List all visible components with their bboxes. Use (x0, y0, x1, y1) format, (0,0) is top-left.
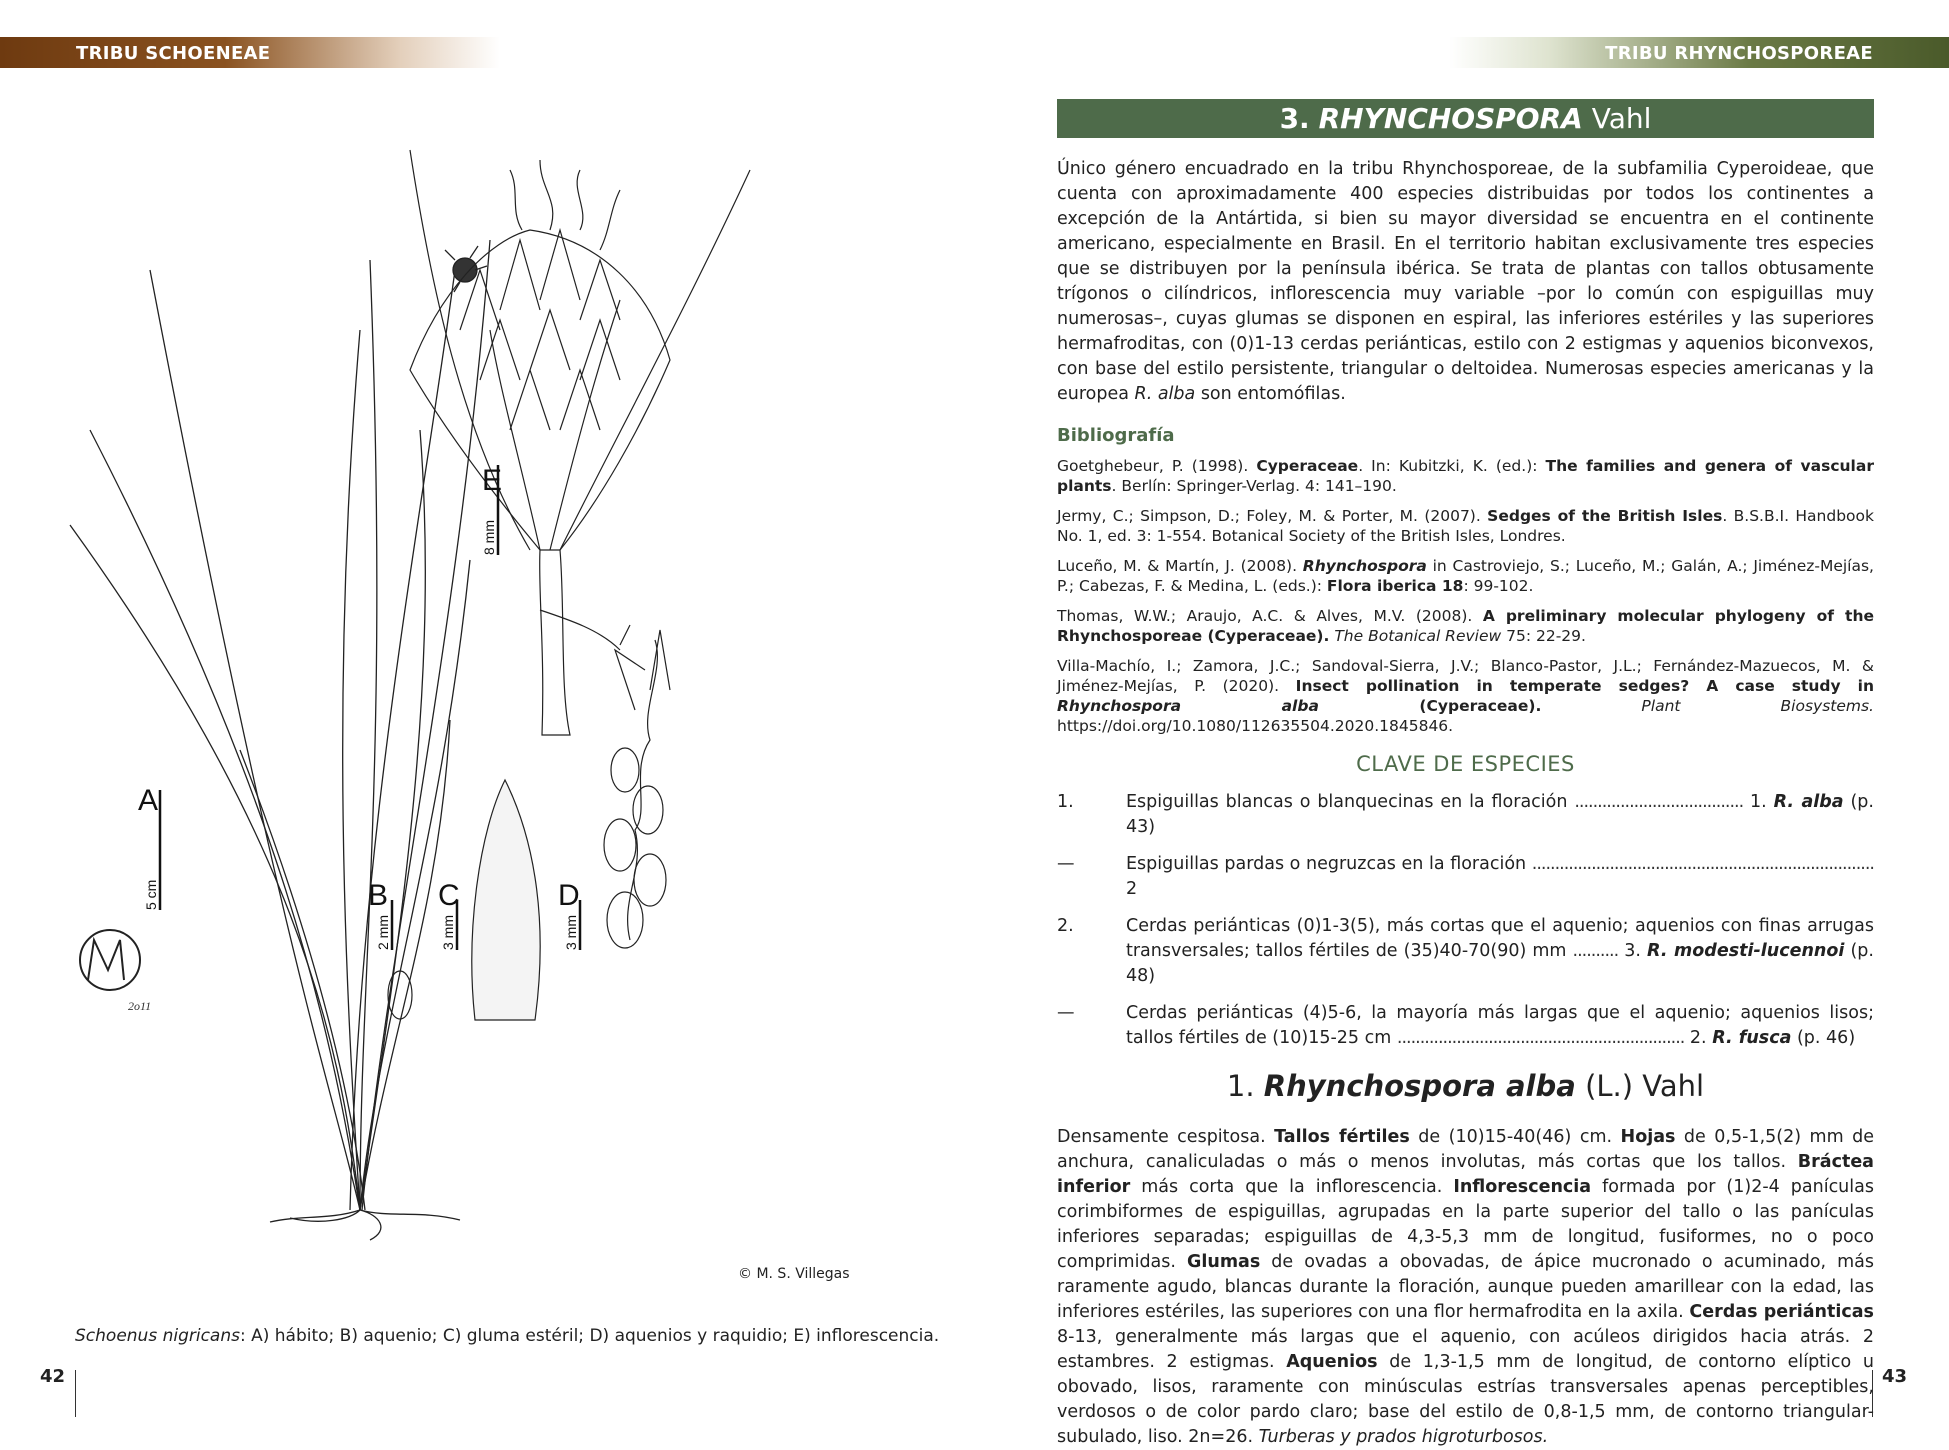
genus-name: RHYNCHOSPORA (1318, 102, 1583, 135)
left-margin-rule (75, 1370, 76, 1417)
caption-text: : A) hábito; B) aquenio; C) gluma estéril; D) aquenios y raquidio; E) inflorescencia. (239, 1326, 940, 1346)
achene-drawing (388, 971, 412, 1019)
species-number: 1. (1226, 1069, 1255, 1103)
species-heading (1057, 1069, 1874, 1103)
scale-label-c: 3 mm (440, 915, 456, 950)
left-running-header (0, 37, 500, 68)
page-number-left: 42 (40, 1366, 66, 1387)
species-name: Rhynchospora alba (1263, 1069, 1576, 1103)
right-page-content (1057, 99, 1874, 1450)
bibliography-heading: Bibliografía (1057, 425, 1175, 446)
genus-author: Vahl (1591, 102, 1652, 135)
key-couplet: 2. Cerdas periánticas (0)1-3(5), más cortas que el aquenio; aquenios con finas arrugas transversales; tallos fértiles de (35)40-70(90) mm .......... 3. R. modesti-lucennoi (p. 48) (1057, 916, 1874, 986)
key-couplet: — Espiguillas pardas o negruzcas en la floración ........................................................................... 2 (1057, 854, 1874, 899)
genus-title-bar (1057, 99, 1874, 138)
scale-label-b: 2 mm (375, 915, 391, 950)
bibliography-entry: Luceño, M. & Martín, J. (2008). Rhynchospora in Castroviejo, S.; Luceño, M.; Galán, A.; Jiménez-Mejías, P.; Cabezas, F. & Medina, L. (eds.): Flora iberica 18: 99-102. (1057, 557, 1874, 595)
right-running-header (1449, 37, 1949, 68)
figure-caption (75, 1326, 939, 1346)
scale-label-a: 5 cm (143, 879, 159, 910)
illustration-copyright: © M. S. Villegas (738, 1266, 850, 1282)
key-couplet: — Cerdas periánticas (4)5-6, la mayoría más largas que el aquenio; aquenios lisos; tallos fértiles de (10)15-25 cm ............................................................... 2. R. fusca (p. 46) (1057, 1003, 1874, 1048)
species-description: Densamente cespitosa. Tallos fértiles de (10)15-40(46) cm. Hojas de 0,5-1,5(2) mm de anchura, canaliculadas o más o menos involutas, más cortas que los tallos. Bráctea inferior más corta que la inflorescencia. Inflorescencia formada por (1)2-4 panículas corimbiformes de espiguillas, agrupadas en la parte superior del tallo o las panículas inferiores separadas; espiguillas de 4,3-5,3 mm de longitud, fusiformes, no o poco comprimidas. Glumas de ovadas a obovadas, de ápice mucronado o acuminado, más raramente agudo, blancas durante la floración, aunque pueden amarillear con la edad, las inferiores estériles, las superiores con una flor hermafrodita en la axila. Cerdas periánticas 8-13, generalmente más largas que el aquenio, con acúleos dirigidos hacia atrás. 2 estambres. 2 estigmas. Aquenios de 1,3-1,5 mm de longitud, de contorno elíptico u obovado, lisos, raramente con minúsculas estrías transversales apenas perceptibles, verdosos o de color pardo claro; base del estilo de 0,8-1,5 mm, de contorno triangular-subulado, liso. 2n=26. Turberas y prados higroturbosos. (1057, 1127, 1875, 1447)
species-author: (L.) Vahl (1585, 1069, 1705, 1103)
panel-label-a: A (138, 784, 159, 817)
caption-species: Schoenus nigricans (75, 1326, 240, 1346)
glume-drawing (472, 780, 540, 1020)
illustrator-monogram (80, 930, 140, 990)
scale-label-e: 8 mm (481, 520, 497, 555)
intro-text-end: son entomófilas. (1195, 384, 1346, 404)
panel-label-c: C (438, 879, 460, 912)
monogram-year: 2o11 (128, 999, 152, 1013)
genus-introduction (1057, 157, 1874, 407)
intro-species: R. alba (1134, 384, 1196, 404)
bibliography-entry: Goetghebeur, P. (1998). Cyperaceae. In: Kubitzki, K. (ed.): The families and genera of vascular plants. Berlín: Springer-Verlag. 4: 141–190. (1057, 457, 1874, 495)
panel-label-b: B (368, 879, 389, 912)
bibliography-entry: Villa-Machío, I.; Zamora, J.C.; Sandoval-Sierra, J.V.; Blanco-Pastor, J.L.; Fernández-Mazuecos, M. & Jiménez-Mejías, P. (2020). Insect pollination in temperate sedges? A case study in Rhynchospora alba (Cyperaceae). Plant Biosystems. https://doi.org/10.1080/112635504.2020.1845846. (1057, 657, 1875, 735)
species-key-heading: CLAVE DE ESPECIES (1356, 752, 1575, 776)
bibliography-entry: Thomas, W.W.; Araujo, A.C. & Alves, M.V. (2008). A preliminary molecular phylogeny of the Rhynchosporeae (Cyperaceae). The Botanical Review 75: 22-29. (1057, 607, 1874, 645)
bibliography-entry: Jermy, C.; Simpson, D.; Foley, M. & Porter, M. (2007). Sedges of the British Isles. B.S.B.I. Handbook No. 1, ed. 3: 1-554. Botanical Society of the British Isles, Londres. (1057, 507, 1874, 545)
right-header-text: TRIBU RHYNCHOSPOREAE (1605, 43, 1873, 64)
species-key (1057, 790, 1874, 1051)
habit-drawing (70, 240, 490, 1240)
key-couplet: 1. Espiguillas blancas o blanquecinas en la floración ..................................... 1. R. alba (p. 43) (1057, 792, 1874, 837)
panel-label-e: E (482, 464, 503, 497)
botanical-illustration (60, 130, 920, 1300)
page-number-right: 43 (1882, 1366, 1908, 1387)
inflorescence-drawing (410, 150, 750, 735)
panel-label-d: D (558, 879, 580, 912)
intro-text: Único género encuadrado en la tribu Rhynchosporeae, de la subfamilia Cyperoideae, que cuenta con aproximadamente 400 especies distribuidas por todos los continentes a excepción de la Antártida, si bien su mayor diversidad se encuentra en el continente americano, especialmente en Brasil. En el territorio habitan exclusivamente tres especies que se distribuyen por la península ibérica. Se trata de plantas con tallos obtusamente trígonos o cilíndricos, inflorescencia muy variable –por lo común con espiguillas muy numerosas–, cuyas glumas se disponen en espiral, las inferiores estériles y las superiores hermafroditas, con (0)1-13 cerdas periánticas, estilo con 2 estigmas y aquenios biconvexos, con base del estilo persistente, triangular o deltoidea. Numerosas especies americanas y la europea (1057, 159, 1874, 404)
genus-number: 3. (1279, 102, 1310, 135)
left-header-text: TRIBU SCHOENEAE (76, 43, 271, 64)
scale-label-d: 3 mm (563, 915, 579, 950)
